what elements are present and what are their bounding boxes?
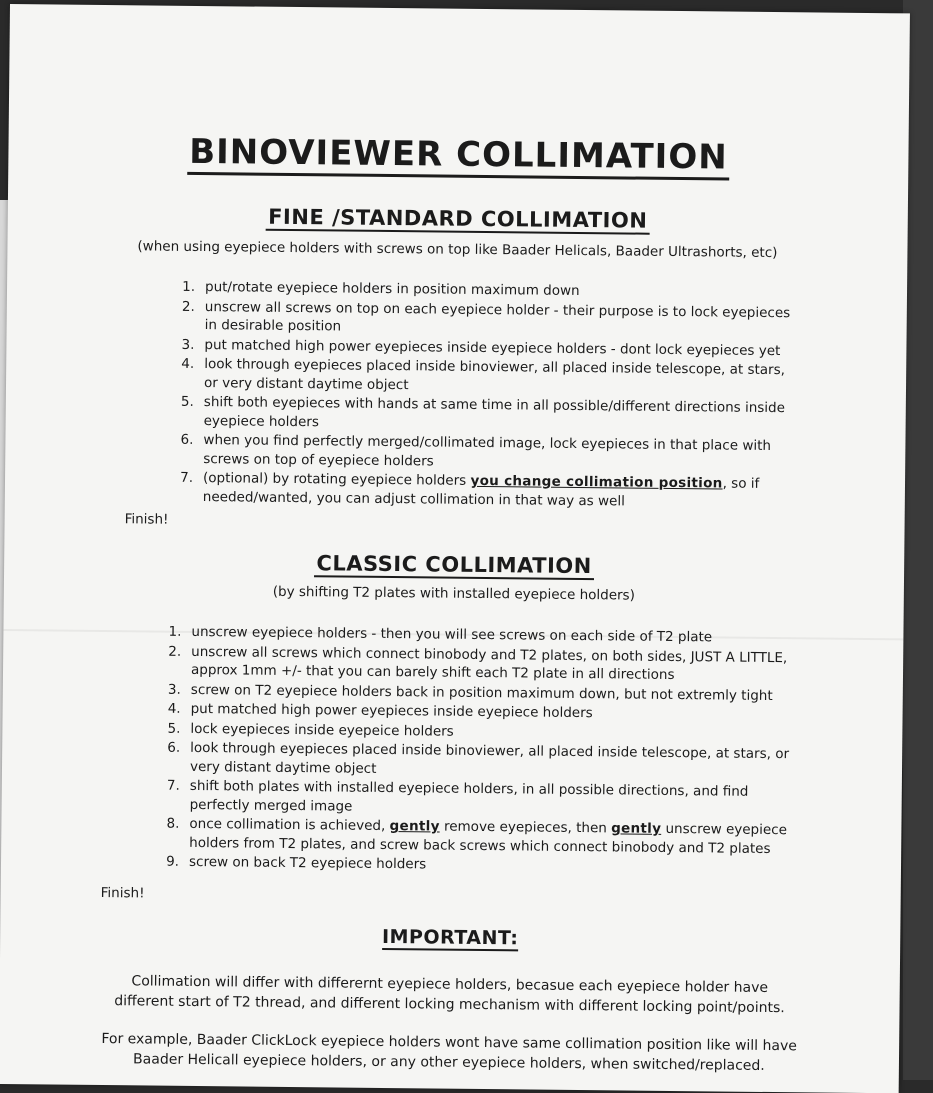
classic-steps-list <box>161 623 804 879</box>
list-item: 6. look through eyepieces placed inside binoviewer, all placed inside telescope, at stars, or very distant daytime object <box>167 739 790 777</box>
list-item: 4. look through eyepieces placed inside binoviewer, all placed inside telescope, at stars, or very distant daytime object <box>181 355 786 393</box>
list-item: 1. put/rotate eyepiece holders in position maximum down <box>182 278 580 299</box>
list-item: 7. shift both plates with installed eyepiece holders, in all possible directions, and find perfectly merged image <box>166 777 749 815</box>
emphasis-text: you change collimation position <box>470 472 723 492</box>
important-paragraph-2: For example, Baader ClickLock eyepiece holders wont have same collimation position like will have Baader Helicall eyepiece holders, or any other eyepiece holders, when switched/replaced. <box>101 1031 797 1074</box>
classic-collimation-subtitle: (by shifting T2 plates with installed eyepiece holders) <box>272 583 635 604</box>
list-item: 1. unscrew eyepiece holders - then you will see screws on each side of T2 plate <box>168 623 713 646</box>
emphasis-text: gently <box>389 818 440 835</box>
document-title: BINOVIEWER COLLIMATION <box>168 132 748 178</box>
list-item: 9. screw on back T2 eyepiece holders <box>166 853 427 873</box>
emphasis-text: gently <box>611 820 662 837</box>
fine-collimation-subtitle: (when using eyepiece holders with screws on top like Baader Helicals, Baader Ultrashorts, etc) <box>137 238 778 262</box>
list-item: 4. put matched high power eyepieces inside eyepiece holders <box>167 700 593 722</box>
list-item: 5. shift both eyepieces with hands at same time in all possible/different directions inside eyepiece holders <box>180 393 786 430</box>
important-heading: IMPORTANT: <box>381 925 519 950</box>
fine-collimation-heading: FINE /STANDARD COLLIMATION <box>8 202 908 235</box>
fine-steps-list <box>175 278 797 513</box>
list-item: 6. when you find perfectly merged/collimated image, lock eyepieces in that place with screws on top of eyepiece holders <box>180 431 772 469</box>
list-item: 2. unscrew all screws which connect binobody and T2 plates, on both sides, JUST A LITTLE, approx 1mm +/- that you can barely shift each T2 plate in all directions <box>168 643 788 683</box>
list-item: 8. once collimation is achieved, gently remove eyepieces, then gently unscrew eyepiece holders from T2 plates, and screw back screws which connect binobody and T2 plates <box>166 815 788 857</box>
fine-finish-label: Finish! <box>124 511 169 528</box>
important-paragraph-1: Collimation will differ with differernt eyepiece holders, becasue each eyepiece holder have different start of T2 thread, and different locking mechanism with different locking point/points. <box>114 973 785 1017</box>
classic-finish-label: Finish! <box>100 884 145 902</box>
list-item: 3. screw on T2 eyepiece holders back in position maximum down, but not extremly tight <box>167 681 773 704</box>
list-item: 5. lock eyepieces inside eyepeice holders <box>167 720 454 740</box>
list-item: 3. put matched high power eyepieces inside eyepiece holders - dont lock eyepieces yet <box>181 336 781 359</box>
document-page <box>0 4 910 1093</box>
classic-collimation-heading: CLASSIC COLLIMATION <box>4 548 904 581</box>
list-item: 2. unscrew all screws on top on each eyepiece holder - their purpose is to lock eyepieces in desirable position <box>181 298 791 335</box>
list-item: 7. (optional) by rotating eyepiece holders you change collimation position, so if needed/wanted, you can adjust collimation in that way as well <box>180 469 760 509</box>
